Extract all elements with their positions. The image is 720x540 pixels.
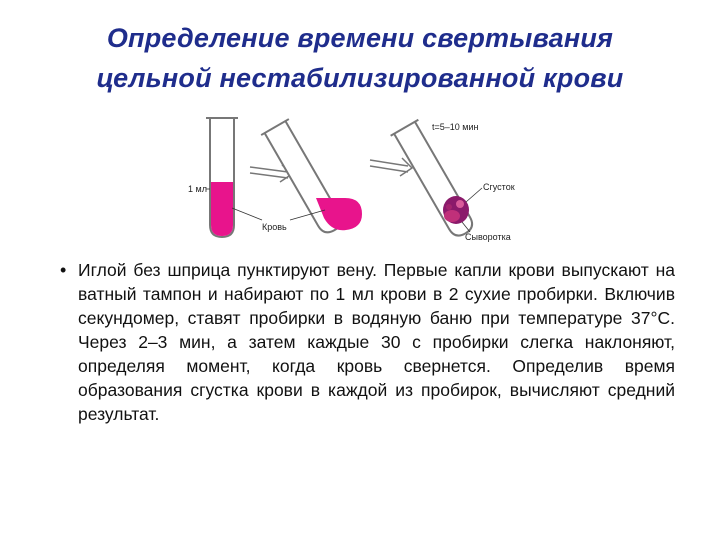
bullet-marker: • — [60, 260, 67, 280]
title-line-1: Определение времени свертывания — [106, 23, 614, 53]
list-item — [60, 258, 675, 426]
test-tube-diagram — [170, 110, 550, 245]
clot-mass — [443, 196, 469, 224]
arrow-2 — [370, 158, 412, 176]
tube-clot-outline — [394, 122, 479, 240]
label-clot: Сгусток — [483, 182, 515, 192]
slide-title — [0, 18, 720, 98]
tube-upright — [206, 118, 238, 237]
procedure-text: Иглой без шприца пунктируют вену. Первые капли крови выпускают на ватный тампон и набирают по 1 мл крови в 2 сухие пробирки. Включив секундомер, ставят пробирки в водяную баню при температуре 37°С. Через 2–3 мин, а затем каждые 30 с пробирки слегка наклоняют, определяя момент, когда кровь свернется. Определив время образования сгустка крови в каждой из пробирок, вычисляют средний результат. — [78, 260, 675, 424]
label-serum: Сыворотка — [465, 232, 511, 242]
label-volume: 1 мл — [188, 184, 207, 194]
diagram-svg — [170, 110, 550, 245]
tube-clot — [391, 120, 480, 242]
label-time: t=5–10 мин — [432, 122, 479, 132]
title-line-2: цельной нестабилизированной крови — [96, 63, 624, 93]
label-blood: Кровь — [262, 222, 287, 232]
bullet-list — [60, 258, 675, 426]
tube-upright-blood — [211, 182, 233, 236]
